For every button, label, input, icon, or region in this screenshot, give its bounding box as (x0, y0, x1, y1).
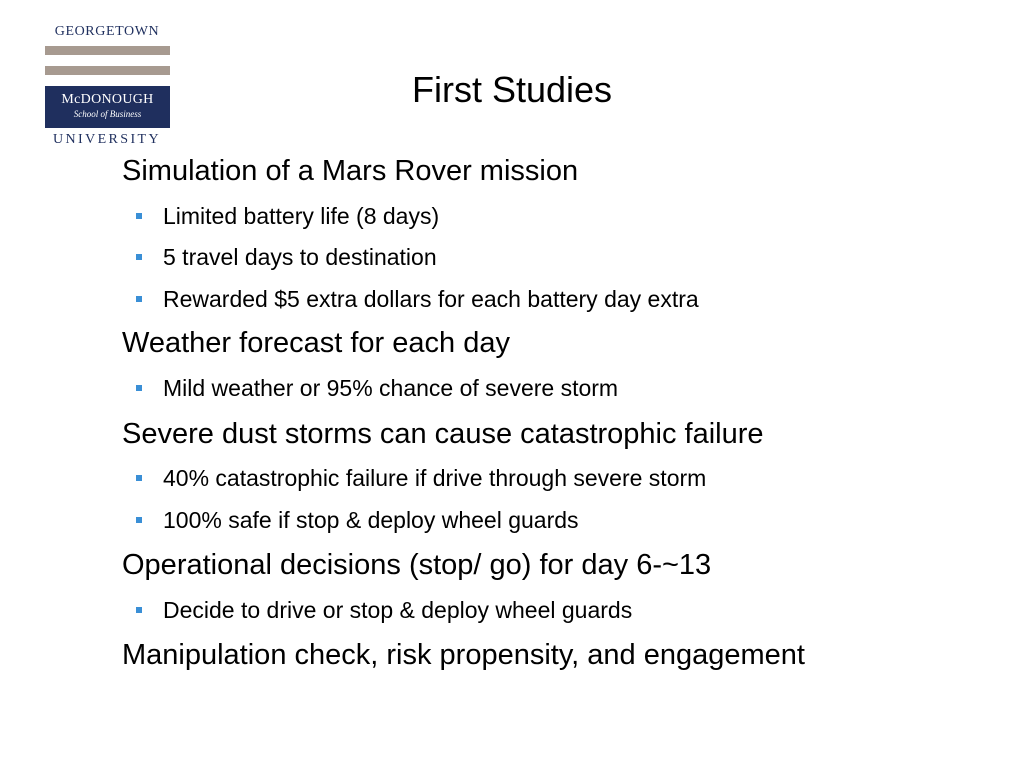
bullet-level2 (136, 285, 699, 313)
bullet-level2 (136, 243, 437, 271)
bullet-text: Manipulation check, risk propensity, and engagement (122, 639, 805, 671)
bullet-level1 (122, 638, 805, 672)
square-bullet-icon (136, 296, 142, 302)
logo-georgetown-text: GEORGETOWN (54, 24, 160, 39)
bullet-level1 (122, 548, 711, 582)
logo-university-text: UNIVERSITY (53, 132, 161, 147)
bullet-level2 (136, 596, 632, 624)
bullet-text: Mild weather or 95% chance of severe storm (163, 375, 619, 401)
bullet-text: Weather forecast for each day (122, 327, 510, 359)
bullet-level2 (136, 374, 618, 402)
slide-title: First Studies (411, 69, 613, 110)
bullet-text: Severe dust storms can cause catastrophic failure (122, 418, 764, 450)
bullet-level1 (122, 417, 764, 451)
logo-bar (45, 46, 170, 55)
bullet-level1 (122, 326, 510, 360)
bullet-text: 5 travel days to destination (163, 244, 437, 270)
bullet-text: Decide to drive or stop & deploy wheel guards (163, 597, 633, 623)
square-bullet-icon (136, 254, 142, 260)
square-bullet-icon (136, 213, 142, 219)
logo-mcdonough-text: McDONOUGH (61, 92, 154, 107)
bullet-level2 (136, 202, 439, 230)
logo-school-of-business-text: School of Business (73, 109, 142, 119)
bullet-text: Simulation of a Mars Rover mission (122, 155, 579, 187)
bullet-text: 40% catastrophic failure if drive through severe storm (163, 465, 707, 491)
square-bullet-icon (136, 607, 142, 613)
square-bullet-icon (136, 385, 142, 391)
square-bullet-icon (136, 475, 142, 481)
bullet-level2 (136, 464, 706, 492)
bullet-text: Limited battery life (8 days) (163, 203, 440, 229)
square-bullet-icon (136, 517, 142, 523)
bullet-level1 (122, 154, 578, 188)
bullet-text: 100% safe if stop & deploy wheel guards (163, 507, 579, 533)
bullet-level2 (136, 506, 579, 534)
bullet-text: Operational decisions (stop/ go) for day 6-~13 (122, 549, 712, 581)
bullet-text: Rewarded $5 extra dollars for each battery day extra (163, 286, 699, 312)
